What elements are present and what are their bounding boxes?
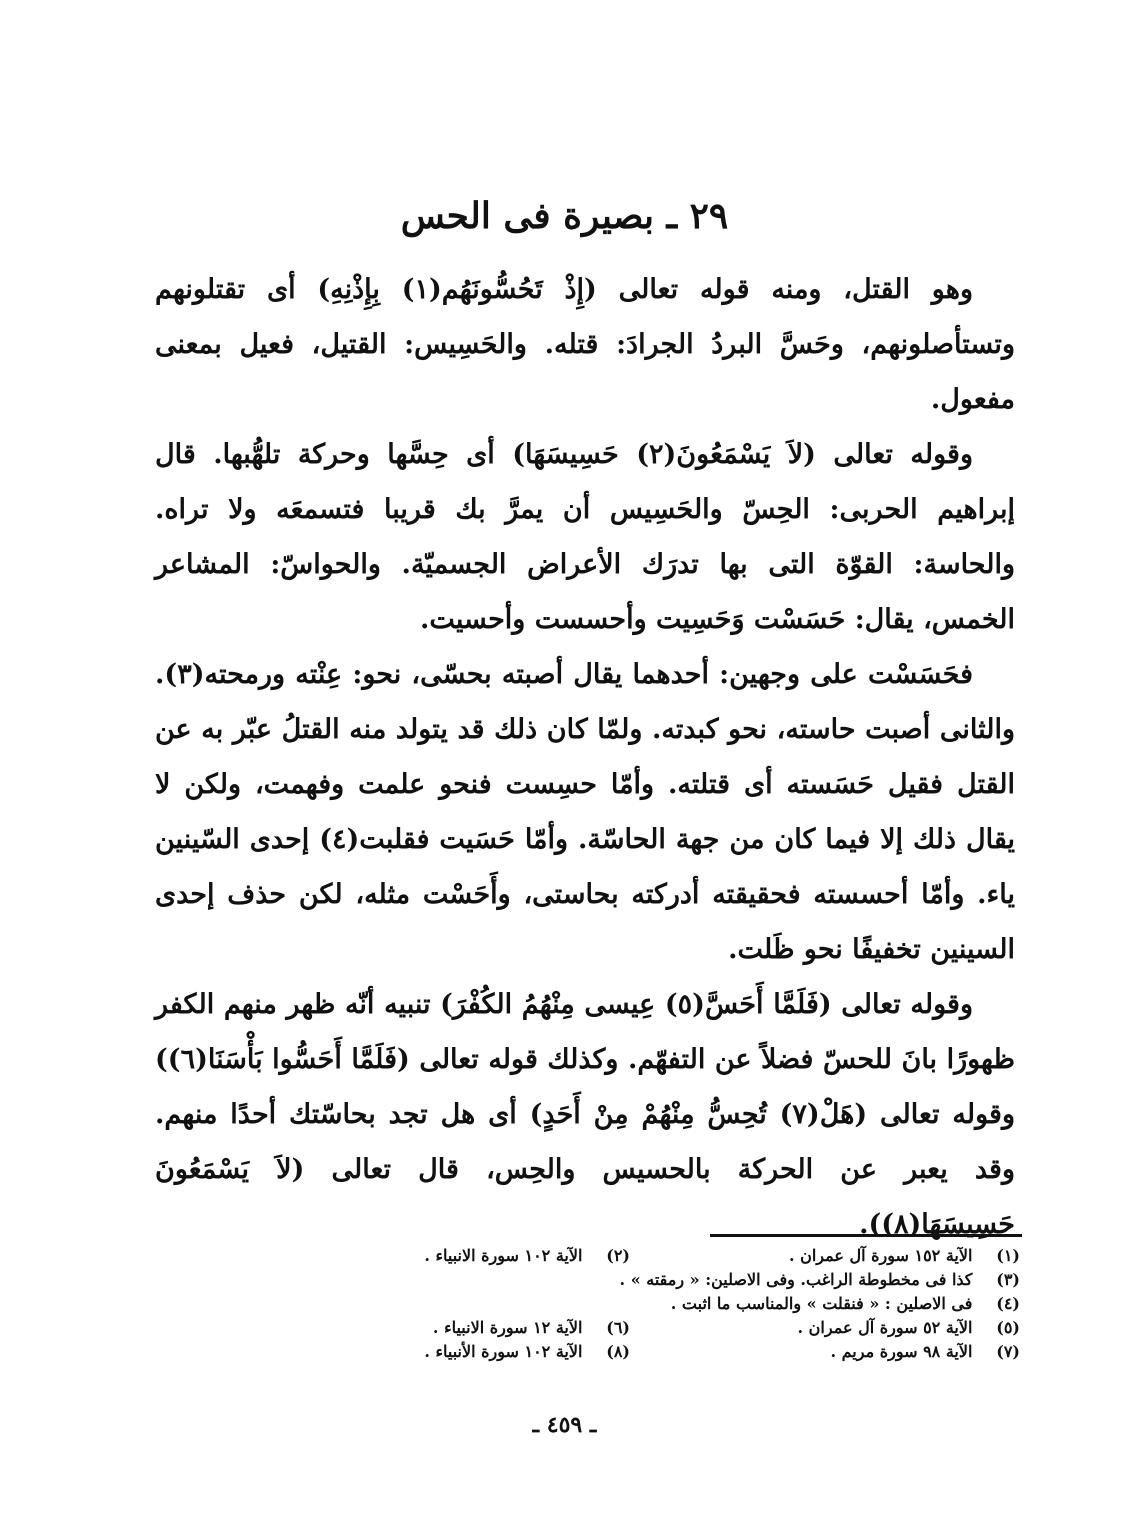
- footnote-number: (٨): [606, 1342, 630, 1361]
- footnote-text: الآية ١٢ سورة الانبياء .: [432, 1318, 583, 1337]
- paragraph: وهو القتل، ومنه قوله تعالى (إِذْ تَحُسُّونَهُم(١) بِإِذْنِهِ) أى تقتلونهم وتستأصلونهم، وحَسَّ البردُ الجرادَ: قتله. والحَسِيس: القتيل، فعيل بمعنى مفعول.: [155, 274, 1015, 415]
- footnote-text: فى الاصلين : « فنقلت » والمناسب ما اثبت .: [670, 1294, 973, 1313]
- footnotes: [240, 1244, 1020, 1364]
- footnote-row: [240, 1268, 1020, 1292]
- footnote-item: [630, 1244, 1020, 1268]
- footnote-item: [240, 1340, 630, 1364]
- section-title: ٢٩ ـ بصيرة فى الحس: [400, 195, 729, 237]
- footnote-text: الآية ١٠٢ سورة الانبياء .: [424, 1246, 583, 1265]
- footnote-text: الآية ١٠٢ سورة الأنبياء .: [424, 1342, 583, 1361]
- footnote-row: [240, 1340, 1020, 1364]
- footnote-number: (٥): [996, 1318, 1020, 1337]
- paragraph: وقوله تعالى (فَلَمَّا أَحَسَّ(٥) عِيسى مِنْهُمُ الكُفْرَ) تنبيه أنّه ظهر منهم الكفر ظهورًا بانَ للحسّ فضلاً عن التفهّم. وكذلك قوله تعالى (فَلَمَّا أَحَسُّوا بَأْسَنَا(٦)) وقوله تعالى (هَلْ(٧) تُحِسُّ مِنْهُمْ مِنْ أَحَدٍ) أى هل تجد بحاسّتك أحدًا منهم. وقد يعبر عن الحركة بالحسيس والحِس، قال تعالى (لاَ يَسْمَعُونَ حَسِيسَهَا(٨)).: [155, 989, 1015, 1240]
- footnote-row: [240, 1292, 1020, 1316]
- page-number: ـ ٤٥٩ ـ: [532, 1412, 597, 1438]
- footnote-item: [240, 1292, 1020, 1316]
- footnote-number: (٢): [606, 1246, 630, 1265]
- body-text: [155, 262, 1015, 1252]
- paragraph: فحَسَسْت على وجهين: أحدهما يقال أصبته بحسّى، نحو: عِنْته ورمحته(٣). والثانى أصبت حاسته، نحو كبدته. ولمّا كان ذلك قد يتولد منه القتلُ عبّر به عن القتل فقيل حَسَسته أى قتلته. وأمّا حسِست فنحو علمت وفهمت، ولكن لا يقال ذلك إلا فيما كان من جهة الحاسّة. وأمّا حَسَيت فقلبت(٤) إحدى السّينين ياء. وأمّا أحسسته فحقيقته أدركته بحاستى، وأَحَسْت مثله، لكن حذف إحدى السينين تخفيفًا نحو ظَلت.: [155, 659, 1015, 965]
- footnote-item: [240, 1244, 630, 1268]
- footnote-number: (٣): [996, 1270, 1020, 1289]
- footnote-text: الآية ٥٢ سورة آل عمران .: [797, 1318, 973, 1337]
- footnote-item: [630, 1340, 1020, 1364]
- footnote-text: كذا فى مخطوطة الراغب. وفى الاصلين: « رمقته » .: [619, 1270, 973, 1289]
- footnote-number: (٦): [606, 1318, 630, 1337]
- footnote-text: الآية ٩٨ سورة مريم .: [830, 1342, 973, 1361]
- footnote-item: [240, 1316, 630, 1340]
- footnote-item: [240, 1268, 1020, 1292]
- footnote-number: (٤): [996, 1294, 1020, 1313]
- paragraph: وقوله تعالى (لاَ يَسْمَعُونَ(٢) حَسِيسَهَا) أى حِسَّها وحركة تلهُّبها. قال إبراهيم الحربى: الحِسّ والحَسِيس أن يمرَّ بك قريبا فتسمعَه ولا تراه. والحاسة: القوّة التى بها تدرَك الأعراض الجسميّة. والحواسّ: المشاعر الخمس، يقال: حَسَسْت وَحَسِيت وأحسست وأحسيت.: [155, 439, 1015, 635]
- footnote-divider: [710, 1234, 1022, 1237]
- footnote-row: [240, 1316, 1020, 1340]
- footnote-item: [630, 1316, 1020, 1340]
- footnote-number: (١): [996, 1246, 1020, 1265]
- footnote-text: الآية ١٥٢ سورة آل عمران .: [788, 1246, 973, 1265]
- footnote-number: (٧): [996, 1342, 1020, 1361]
- footnote-row: [240, 1244, 1020, 1268]
